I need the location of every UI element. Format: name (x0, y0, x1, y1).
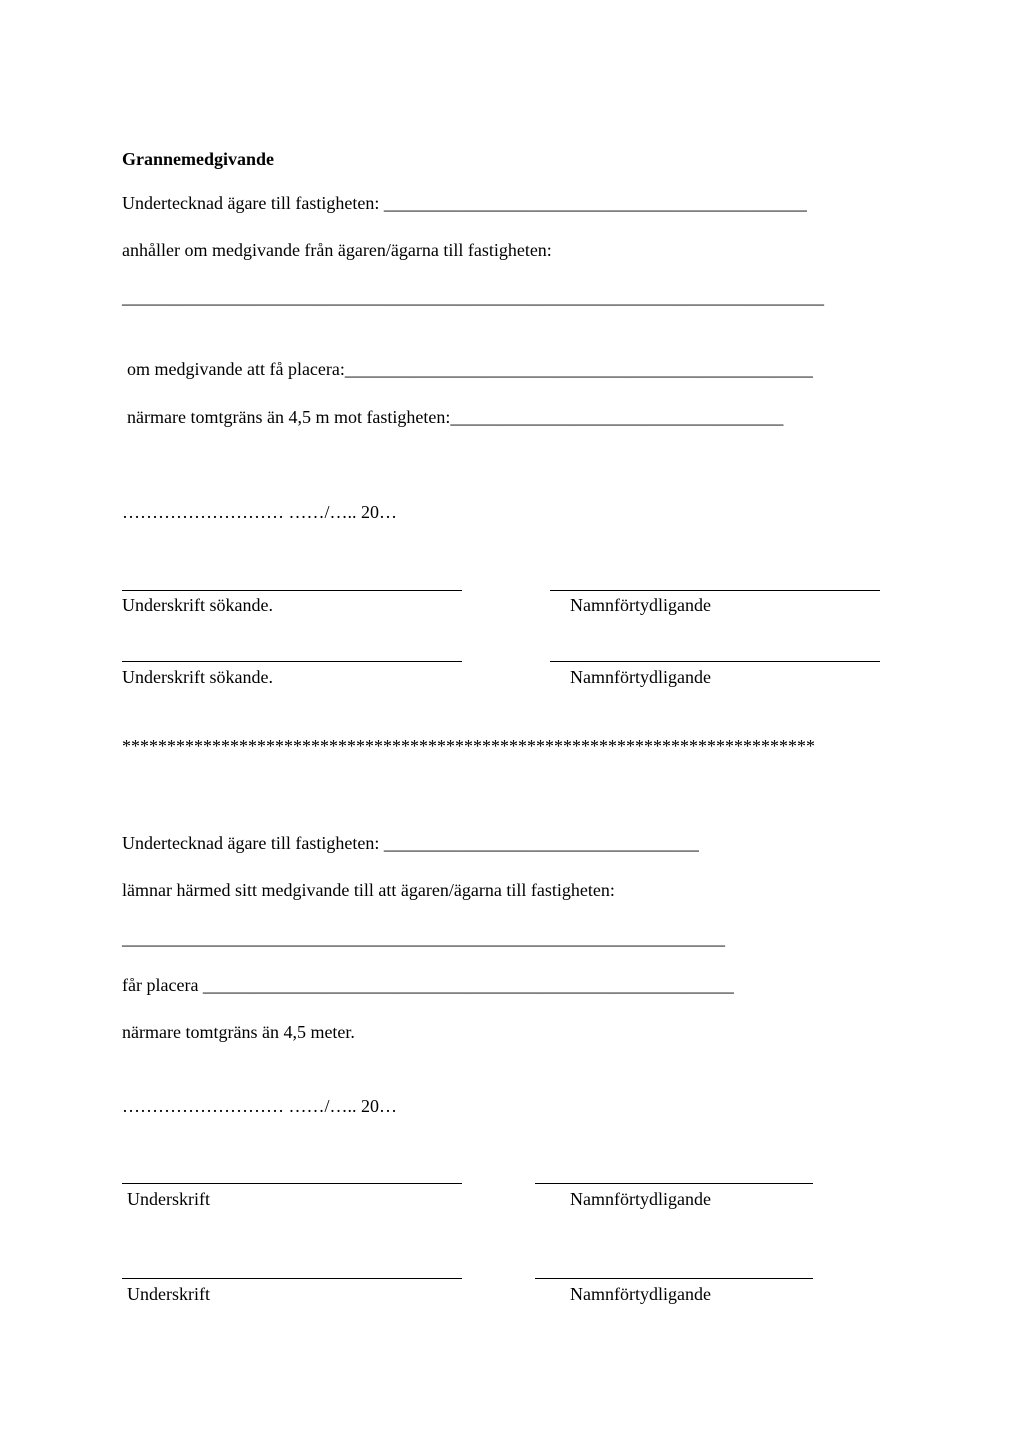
name-clarification-label: Namnförtydligande (570, 1284, 711, 1304)
signature-label: Underskrift (127, 1189, 210, 1209)
signature-rule (122, 1183, 462, 1184)
may-place-line: får placera ___________________________________________________________ (122, 975, 734, 995)
name-clarification-rule (535, 1278, 813, 1279)
name-clarification-label: Namnförtydligande (570, 667, 711, 687)
signature-rule (122, 590, 462, 591)
owner-property-line: Undertecknad ägare till fastigheten: _______________________________________________ (122, 193, 807, 213)
signature-label: Underskrift (127, 1284, 210, 1304)
signature-rule (122, 661, 462, 662)
consenting-owner-line: Undertecknad ägare till fastigheten: ___________________________________ (122, 833, 699, 853)
neighbour-property-blank-line: ______________________________________________________________________________ (122, 287, 824, 307)
request-consent-line: anhåller om medgivande från ägaren/ägarna till fastigheten: (122, 240, 552, 260)
boundary-distance-line: närmare tomtgräns än 4,5 m mot fastigheten:_____________________________________ (127, 407, 784, 427)
separator-line: ***************************************************************************** (122, 736, 815, 756)
boundary-distance-line: närmare tomtgräns än 4,5 meter. (122, 1022, 355, 1042)
grant-consent-line: lämnar härmed sitt medgivande till att ägaren/ägarna till fastigheten: (122, 880, 615, 900)
applicant-property-blank-line: ___________________________________________________________________ (122, 928, 725, 948)
name-clarification-rule (550, 661, 880, 662)
placement-line: om medgivande att få placera:____________________________________________________ (127, 359, 813, 379)
document-title: Grannemedgivande (122, 149, 275, 169)
date-line: ……………………… ……/….. 20… (122, 502, 398, 522)
name-clarification-label: Namnförtydligande (570, 595, 711, 615)
date-line: ……………………… ……/….. 20… (122, 1096, 398, 1116)
applicant-signature-label: Underskrift sökande. (122, 667, 273, 687)
name-clarification-label: Namnförtydligande (570, 1189, 711, 1209)
name-clarification-rule (550, 590, 880, 591)
applicant-signature-label: Underskrift sökande. (122, 595, 273, 615)
name-clarification-rule (535, 1183, 813, 1184)
signature-rule (122, 1278, 462, 1279)
